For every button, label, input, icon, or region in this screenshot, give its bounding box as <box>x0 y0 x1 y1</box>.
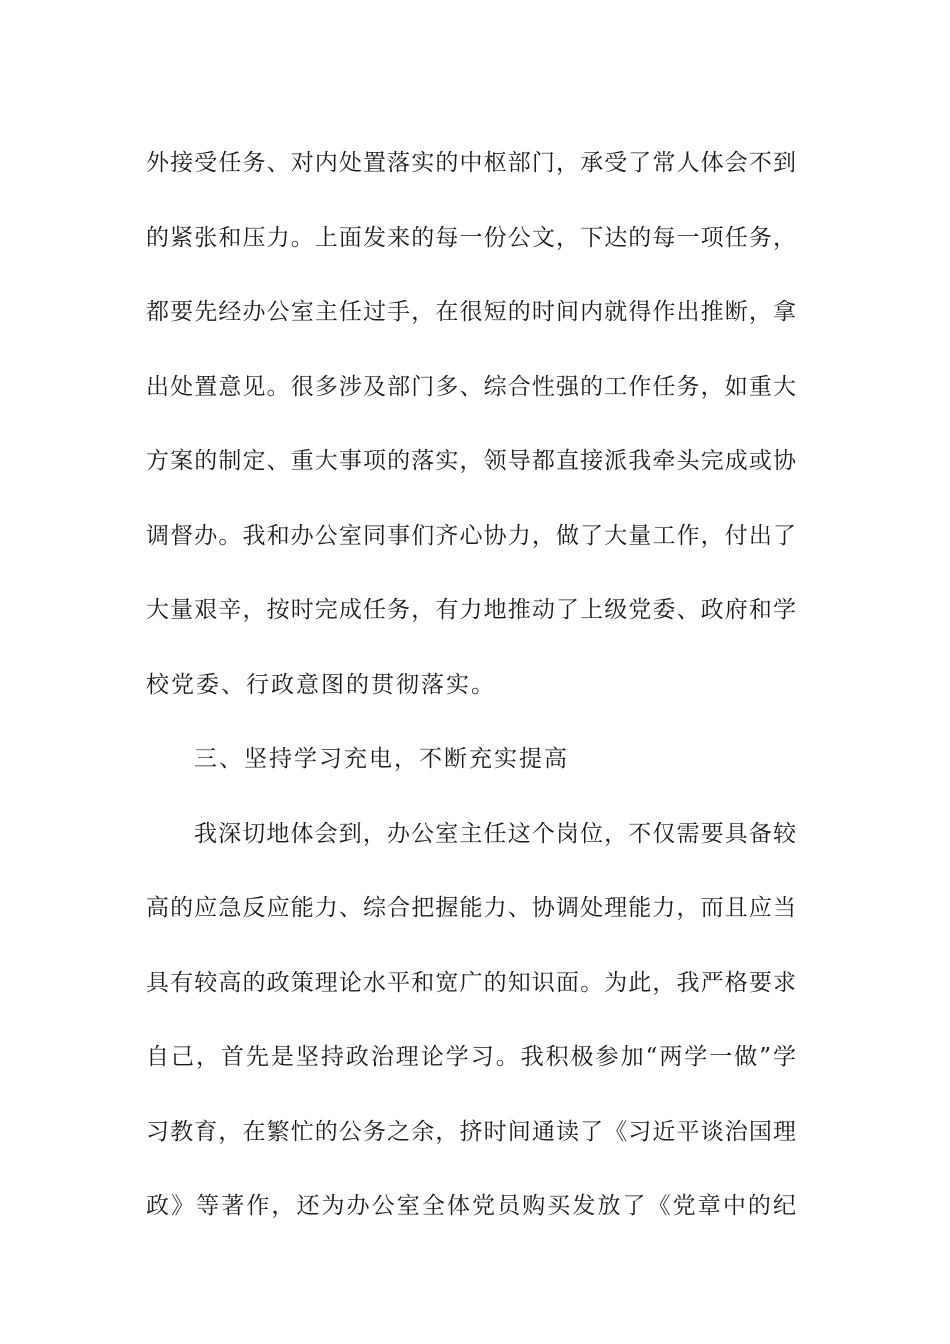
text-line: 都要先经办公室主任过手，在很短的时间内就得作出推断，拿 <box>146 299 796 325</box>
section-heading: 三、坚持学习充电，不断充实提高 <box>194 746 569 772</box>
text-line: 校党委、行政意图的贯彻落实。 <box>146 671 496 698</box>
text-line: 我深切地体会到，办公室主任这个岗位，不仅需要具备较 <box>194 820 796 847</box>
text-line: 调督办。我和办公室同事们齐心协力，做了大量工作，付出了 <box>146 522 796 549</box>
body-text <box>146 126 796 1244</box>
text-line: 具有较高的政策理论水平和宽广的知识面。为此，我严格要求 <box>146 969 796 996</box>
text-line: 方案的制定、重大事项的落实，领导都直接派我牵头完成或协 <box>146 448 796 474</box>
text-line: 高的应急反应能力、综合把握能力、协调处理能力，而且应当 <box>146 895 796 921</box>
text-line: 习教育，在繁忙的公务之余，挤时间通读了《习近平谈治国理 <box>146 1118 796 1145</box>
text-line: 自己，首先是坚持政治理论学习。我积极参加“两学一做”学 <box>146 1044 796 1070</box>
text-line: 出处置意见。很多涉及部门多、综合性强的工作任务，如重大 <box>146 373 796 400</box>
text-line: 大量艰辛，按时完成任务，有力地推动了上级党委、政府和学 <box>146 597 796 623</box>
text-line: 政》等著作，还为办公室全体党员购买发放了《党章中的纪 <box>146 1193 796 1219</box>
text-line: 外接受任务、对内处置落实的中枢部门，承受了常人体会不到 <box>146 150 796 176</box>
text-line: 的紧张和压力。上面发来的每一份公文，下达的每一项任务， <box>146 224 796 251</box>
